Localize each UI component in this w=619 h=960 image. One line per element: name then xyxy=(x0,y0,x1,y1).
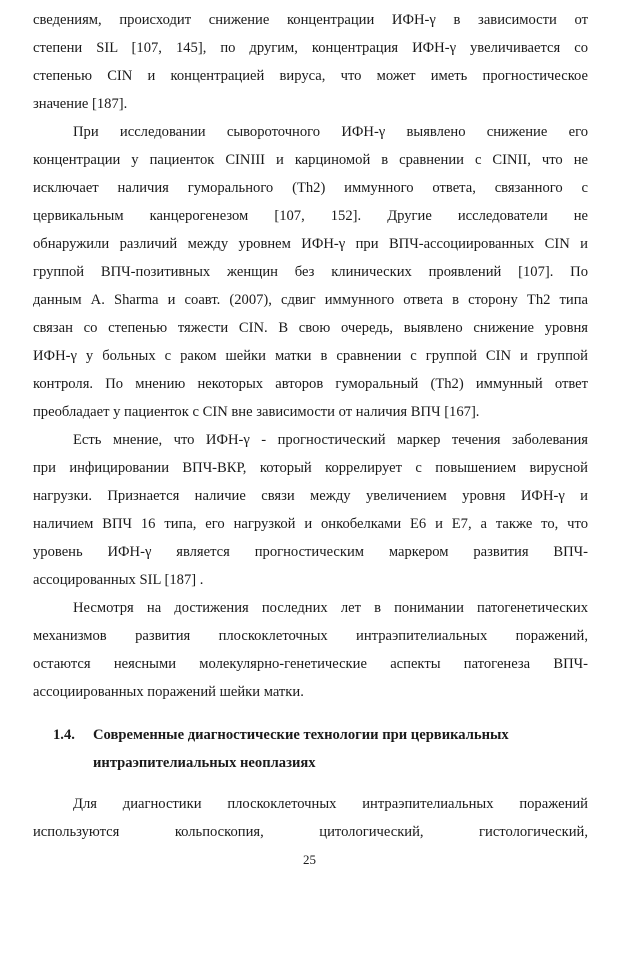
text-line: сведениям, происходит снижение концентрации ИФН-γ в зависимости от xyxy=(33,12,588,28)
page-number: 25 xyxy=(303,852,316,867)
text-line: Для диагностики плоскоклеточных интраэпителиальных поражений xyxy=(73,796,588,812)
text-line: остаются неясными молекулярно-генетические аспекты патогенеза ВПЧ- xyxy=(33,656,588,672)
section-title-line: интраэпителиальных неоплазиях xyxy=(93,755,316,771)
section-number: 1.4. xyxy=(53,727,75,743)
text-line: обнаружили различий между уровнем ИФН-γ при ВПЧ-ассоциированных CIN и xyxy=(33,236,588,252)
text-line: при инфицировании ВПЧ-ВКР, который коррелирует с повышением вирусной xyxy=(33,460,588,476)
text-line: исключает наличия гуморального (Th2) иммунного ответа, связанного с xyxy=(33,180,588,196)
text-line: контроля. По мнению некоторых авторов гуморальный (Th2) иммунный ответ xyxy=(33,376,588,392)
text-line: нагрузки. Признается наличие связи между увеличением уровня ИФН-γ и xyxy=(33,488,588,504)
text-line: используются кольпоскопия, цитологический, гистологический, xyxy=(33,824,588,840)
text-line: значение [187]. xyxy=(33,96,128,112)
text-line: Несмотря на достижения последних лет в понимании патогенетических xyxy=(73,600,588,616)
text-line: связан со степенью тяжести CIN. В свою очередь, выявлено снижение уровня xyxy=(33,320,588,336)
text-line: степени SIL [107, 145], по другим, концентрация ИФН-γ увеличивается со xyxy=(33,40,588,56)
text-line: ассоцированных SIL [187] . xyxy=(33,572,204,588)
text-line: степенью CIN и концентрацией вируса, что может иметь прогностическое xyxy=(33,68,588,84)
section-title-line: Современные диагностические технологии при цервикальных xyxy=(93,727,509,743)
text-line: наличием ВПЧ 16 типа, его нагрузкой и онкобелками Е6 и Е7, а также то, что xyxy=(33,516,588,532)
text-line: преобладает у пациенток с CIN вне зависимости от наличия ВПЧ [167]. xyxy=(33,404,480,420)
text-line: механизмов развития плоскоклеточных интраэпителиальных поражений, xyxy=(33,628,588,644)
text-line: данным A. Sharma и соавт. (2007), сдвиг иммунного ответа в сторону Th2 типа xyxy=(33,292,588,308)
text-line: группой ВПЧ-позитивных женщин без клинических проявлений [107]. По xyxy=(33,264,588,280)
text-line: ИФН-γ у больных с раком шейки матки в сравнении с группой CIN и группой xyxy=(33,348,588,364)
text-line: уровень ИФН-γ является прогностическим маркером развития ВПЧ- xyxy=(33,544,588,560)
text-line: цервикальным канцерогенезом [107, 152]. Другие исследователи не xyxy=(33,208,588,224)
text-line: концентрации у пациенток CINIII и карциномой в сравнении с CINII, что не xyxy=(33,152,588,168)
text-line: ассоциированных поражений шейки матки. xyxy=(33,684,304,700)
text-line: При исследовании сывороточного ИФН-γ выявлено снижение его xyxy=(73,124,588,140)
text-line: Есть мнение, что ИФН-γ - прогностический маркер течения заболевания xyxy=(73,432,588,448)
